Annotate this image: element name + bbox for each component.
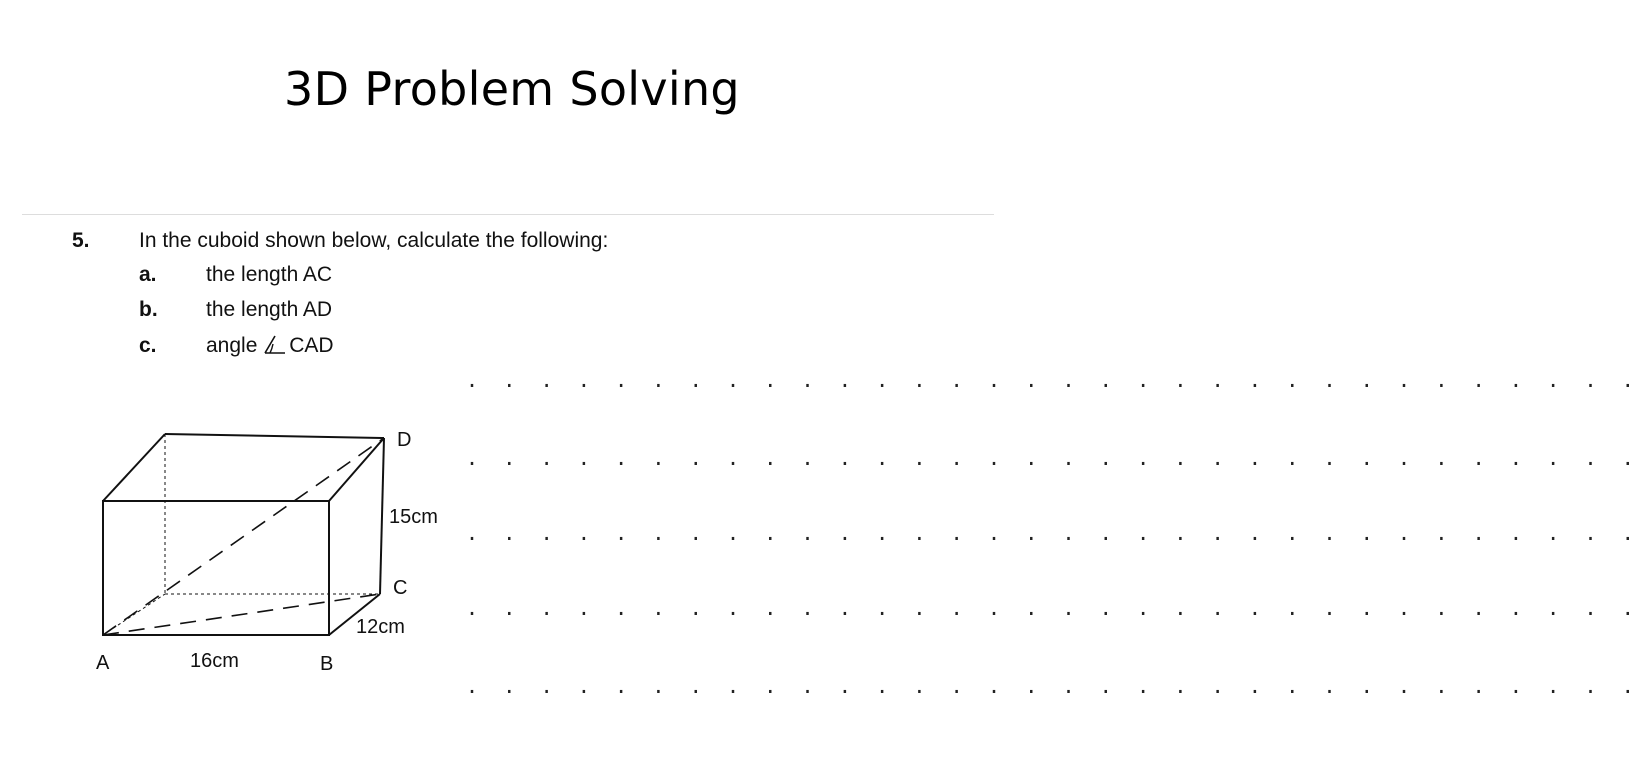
angle-icon <box>263 333 287 355</box>
slide-title: 3D Problem Solving <box>284 62 740 116</box>
label-b: B <box>320 653 334 675</box>
diagonal-ac <box>103 594 380 635</box>
cuboid-edges <box>103 434 384 635</box>
label-d: D <box>397 429 412 451</box>
divider <box>22 214 994 215</box>
answer-line: . . . . . . . . . . . . . . . . . . . . . . . . . . . . . . . . <box>466 446 1640 470</box>
answer-line: . . . . . . . . . . . . . . . . . . . . . . . . . . . . . . . . <box>466 596 1640 620</box>
part-text: the length AC <box>206 263 333 286</box>
answer-line: . . . . . . . . . . . . . . . . . . . . . . . . . . . . . . . . <box>466 674 1640 698</box>
part-text: CAD <box>289 334 334 357</box>
diagonal-ad <box>103 438 384 635</box>
part-letter: b. <box>139 298 158 321</box>
answer-line: . . . . . . . . . . . . . . . . . . . . . . . . . . . . . . . . <box>466 368 1640 392</box>
hidden-edges <box>103 434 380 635</box>
question-part-b <box>139 298 332 322</box>
label-length: 16cm <box>190 650 239 672</box>
label-c: C <box>393 577 408 599</box>
answer-line: . . . . . . . . . . . . . . . . . . . . . . . . . . . . . . . . <box>466 521 1640 545</box>
front-face <box>103 501 329 635</box>
question-number: 5. <box>72 229 90 252</box>
part-letter: a. <box>139 263 157 286</box>
label-height: 15cm <box>389 506 438 528</box>
diagonals <box>103 438 384 635</box>
part-text-prefix: angle <box>206 334 258 357</box>
label-a: A <box>96 652 110 674</box>
question-part-a <box>139 263 332 287</box>
question-part-c <box>139 333 334 358</box>
part-letter: c. <box>139 334 157 357</box>
cuboid-diagram <box>80 420 460 680</box>
label-width: 12cm <box>356 616 405 638</box>
question-prompt: In the cuboid shown below, calculate the following: <box>139 229 609 252</box>
part-text: the length AD <box>206 298 333 321</box>
